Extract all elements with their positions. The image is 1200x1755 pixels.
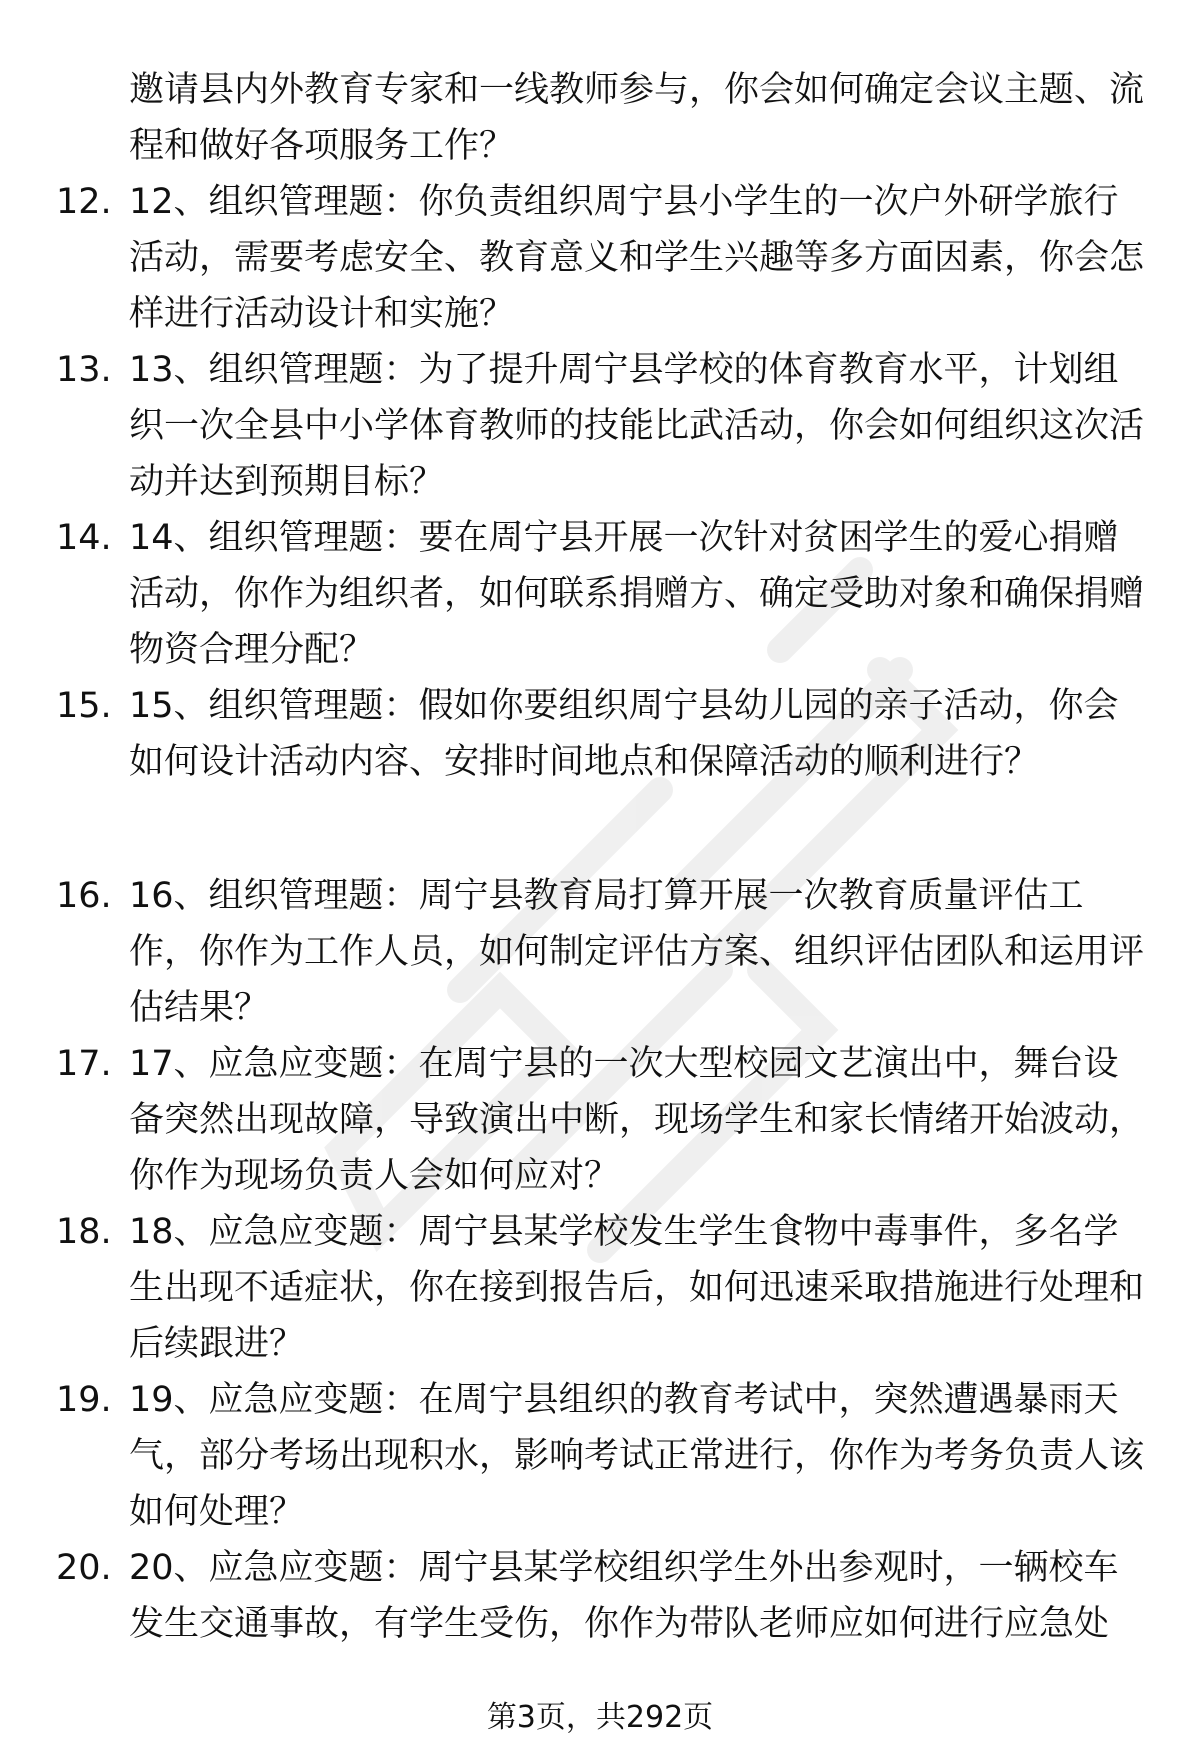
- question-text: 18、应急应变题：周宁县某学校发生学生食物中毒事件，多名学生出现不适症状，你在接到报告后，如何迅速采取措施进行处理和后续跟进？: [129, 1212, 1145, 1364]
- continuation-paragraph: 邀请县内外教育专家和一线教师参与，你会如何确定会议主题、流程和做好各项服务工作？: [129, 70, 1145, 166]
- question-text: 13、组织管理题：为了提升周宁县学校的体育教育水平，计划组织一次全县中小学体育教师的技能比武活动，你会如何组织这次活动并达到预期目标？: [129, 350, 1145, 502]
- question-text: 20、应急应变题：周宁县某学校组织学生外出参观时，一辆校车发生交通事故，有学生受伤，你作为带队老师应如何进行应急处: [129, 1548, 1119, 1644]
- page-number-footer: 第3页，共292页: [486, 1700, 714, 1735]
- question-number: 17.: [56, 1044, 112, 1084]
- question-number: 15.: [56, 686, 112, 726]
- question-number: 16.: [56, 876, 112, 916]
- question-number: 13.: [56, 350, 112, 390]
- question-text: 19、应急应变题：在周宁县组织的教育考试中，突然遭遇暴雨天气，部分考场出现积水，影响考试正常进行，你作为考务负责人该如何处理？: [129, 1380, 1145, 1532]
- question-number: 18.: [56, 1212, 112, 1252]
- question-number: 20.: [56, 1548, 112, 1588]
- question-text: 14、组织管理题：要在周宁县开展一次针对贫困学生的爱心捐赠活动，你作为组织者，如何联系捐赠方、确定受助对象和确保捐赠物资合理分配？: [129, 518, 1145, 670]
- question-text: 15、组织管理题：假如你要组织周宁县幼儿园的亲子活动，你会如何设计活动内容、安排时间地点和保障活动的顺利进行？: [129, 686, 1119, 782]
- question-text: 16、组织管理题：周宁县教育局打算开展一次教育质量评估工作，你作为工作人员，如何制定评估方案、组织评估团队和运用评估结果？: [129, 876, 1145, 1028]
- question-number: 12.: [56, 182, 112, 222]
- question-text: 12、组织管理题：你负责组织周宁县小学生的一次户外研学旅行活动，需要考虑安全、教育意义和学生兴趣等多方面因素，你会怎样进行活动设计和实施？: [129, 182, 1145, 334]
- question-number: 14.: [56, 518, 112, 558]
- question-text: 17、应急应变题：在周宁县的一次大型校园文艺演出中，舞台设备突然出现故障，导致演出中断，现场学生和家长情绪开始波动，你作为现场负责人会如何应对？: [129, 1044, 1145, 1196]
- question-number: 19.: [56, 1380, 112, 1420]
